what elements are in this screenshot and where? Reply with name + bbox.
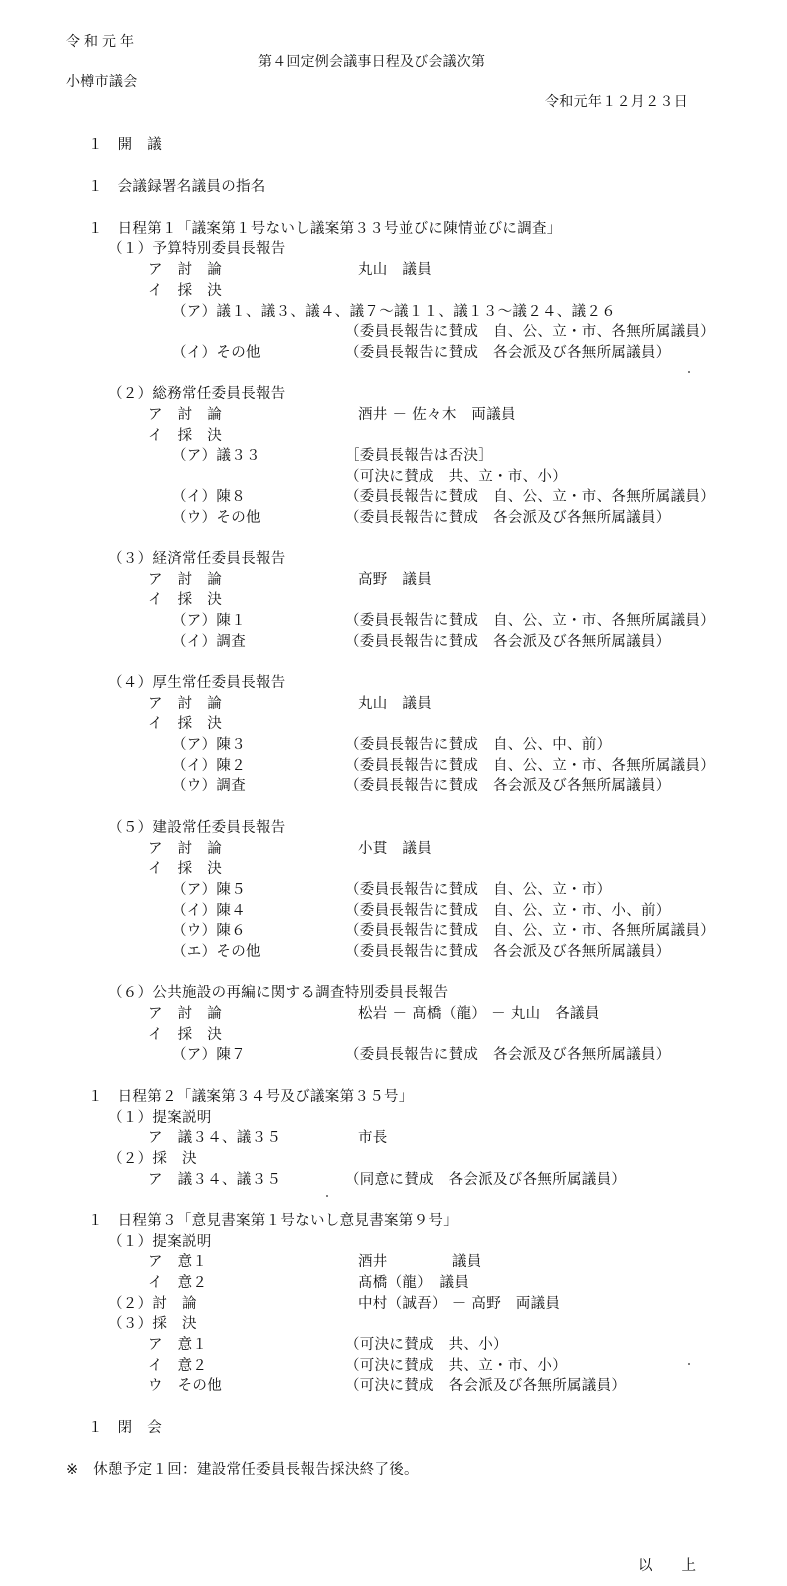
agenda-line: ア 討 論 [148, 262, 222, 278]
agenda-line: （委員長報告に賛成 各会派及び各無所属議員） [345, 1047, 671, 1063]
organization-name: 小樽市議会 [66, 74, 138, 90]
agenda-line: 丸山 議員 [358, 262, 432, 278]
agenda-line: （可決に賛成 各会派及び各無所属議員） [345, 1378, 627, 1394]
agenda-line: （４）厚生常任委員長報告 [108, 675, 286, 691]
agenda-line: （ア）陳５ [172, 882, 246, 898]
agenda-line: （ウ）陳６ [172, 923, 246, 939]
agenda-line: （２）討 論 [108, 1296, 197, 1312]
agenda-line: ［委員長報告は否決］ [345, 448, 493, 464]
agenda-line: ア 意１ [148, 1254, 208, 1270]
agenda-line: イ 採 決 [148, 861, 222, 877]
agenda-line: １ 会議録署名議員の指名 [88, 179, 266, 195]
agenda-line: １ 閉 会 [88, 1420, 162, 1436]
agenda-line: （委員長報告に賛成 各会派及び各無所属議員） [345, 944, 671, 960]
agenda-line: （１）予算特別委員長報告 [108, 241, 286, 257]
agenda-line: １ 日程第１「議案第１号ないし議案第３３号並びに陳情並びに調査」 [88, 221, 562, 237]
agenda-line: 小貫 議員 [358, 841, 432, 857]
agenda-line: （委員長報告に賛成 自、公、立・市、各無所属議員） [345, 613, 715, 629]
agenda-line: （委員長報告に賛成 各会派及び各無所属議員） [345, 510, 671, 526]
agenda-line: ※ 休憩予定１回：建設常任委員長報告採決終了後。 [66, 1462, 419, 1478]
agenda-line: 酒井 － 佐々木 両議員 [358, 407, 516, 423]
agenda-line: （１）提案説明 [108, 1234, 212, 1250]
agenda-line: （イ）陳２ [172, 758, 246, 774]
agenda-line: イ 採 決 [148, 428, 222, 444]
agenda-line: （可決に賛成 共、立・市、小） [345, 469, 567, 485]
agenda-line: 酒井 [358, 1254, 388, 1270]
agenda-line: （可決に賛成 共、立・市、小） [345, 1358, 567, 1374]
agenda-line: イ 採 決 [148, 1027, 222, 1043]
agenda-line: イ 意２ [148, 1275, 208, 1291]
agenda-line: 中村（誠吾） － 高野 両議員 [358, 1296, 561, 1312]
agenda-line: （委員長報告に賛成 自、公、立・市、各無所属議員） [345, 758, 715, 774]
agenda-line: １ 日程第２「議案第３４号及び議案第３５号」 [88, 1089, 414, 1105]
agenda-line: ア 討 論 [148, 572, 222, 588]
agenda-line: （ア）陳７ [172, 1047, 246, 1063]
agenda-line: （委員長報告に賛成 自、公、立・市、各無所属議員） [345, 923, 715, 939]
agenda-line: （５）建設常任委員長報告 [108, 820, 286, 836]
scan-speck [688, 371, 690, 373]
agenda-line: 丸山 議員 [358, 696, 432, 712]
agenda-line: （委員長報告に賛成 各会派及び各無所属議員） [345, 778, 671, 794]
agenda-line: （ウ）調査 [172, 778, 246, 794]
agenda-line: １ 開 議 [88, 137, 162, 153]
agenda-line: （委員長報告に賛成 自、公、立・市、各無所属議員） [345, 324, 715, 340]
agenda-line: （イ）調査 [172, 634, 246, 650]
document-title: 第４回定例会議事日程及び会議次第 [258, 54, 486, 70]
agenda-line: （エ）その他 [172, 944, 261, 960]
agenda-line: イ 採 決 [148, 283, 222, 299]
agenda-line: （１）提案説明 [108, 1110, 212, 1126]
agenda-line: （２）総務常任委員長報告 [108, 386, 286, 402]
agenda-line: 高野 議員 [358, 572, 432, 588]
agenda-line: （委員長報告に賛成 自、公、立・市、各無所属議員） [345, 489, 715, 505]
agenda-line: ア 討 論 [148, 1006, 222, 1022]
agenda-line: ア 討 論 [148, 841, 222, 857]
agenda-line: （ア）陳１ [172, 613, 246, 629]
agenda-line: （３）採 決 [108, 1316, 197, 1332]
agenda-line: 松岩 － 髙橋（龍） － 丸山 各議員 [358, 1006, 600, 1022]
agenda-line: （委員長報告に賛成 自、公、立・市、小、前） [345, 903, 671, 919]
agenda-line: イ 意２ [148, 1358, 208, 1374]
scan-speck [688, 1363, 690, 1365]
agenda-line: １ 日程第３「意見書案第１号ないし意見書案第９号」 [88, 1213, 458, 1229]
scan-speck [326, 1195, 328, 1197]
agenda-line: （２）採 決 [108, 1151, 197, 1167]
agenda-line: （委員長報告に賛成 自、公、立・市） [345, 882, 612, 898]
agenda-line: ア 討 論 [148, 696, 222, 712]
agenda-line: （イ）陳８ [172, 489, 246, 505]
agenda-line: （委員長報告に賛成 自、公、中、前） [345, 737, 612, 753]
closing-mark: 以 上 [638, 1558, 696, 1574]
agenda-line: ア 議３４、議３５ [148, 1130, 282, 1146]
document-date: 令和元年１２月２３日 [545, 94, 688, 110]
agenda-line: （イ）その他 [172, 345, 261, 361]
agenda-line: （同意に賛成 各会派及び各無所属議員） [345, 1172, 627, 1188]
agenda-line: （６）公共施設の再編に関する調査特別委員長報告 [108, 985, 449, 1001]
agenda-line: 市長 [358, 1130, 388, 1146]
agenda-line: ウ その他 [148, 1378, 222, 1394]
agenda-line: イ 採 決 [148, 592, 222, 608]
agenda-line: イ 採 決 [148, 716, 222, 732]
agenda-line: （委員長報告に賛成 各会派及び各無所属議員） [345, 345, 671, 361]
agenda-line: （可決に賛成 共、小） [345, 1337, 508, 1353]
agenda-line: （ア）議１、議３、議４、議７～議１１、議１３～議２４、議２６ [172, 304, 616, 320]
agenda-line: （３）経済常任委員長報告 [108, 551, 286, 567]
agenda-line: （ウ）その他 [172, 510, 261, 526]
agenda-line: （イ）陳４ [172, 903, 246, 919]
agenda-line: （ア）議３３ [172, 448, 261, 464]
agenda-line: ア 討 論 [148, 407, 222, 423]
agenda-line: （委員長報告に賛成 各会派及び各無所属議員） [345, 634, 671, 650]
agenda-line: 議員 [452, 1254, 482, 1270]
agenda-line: 髙橋（龍） 議員 [358, 1275, 470, 1291]
agenda-line: （ア）陳３ [172, 737, 246, 753]
era-label: 令和元年 [66, 34, 138, 50]
agenda-line: ア 意１ [148, 1337, 208, 1353]
agenda-line: ア 議３４、議３５ [148, 1172, 282, 1188]
